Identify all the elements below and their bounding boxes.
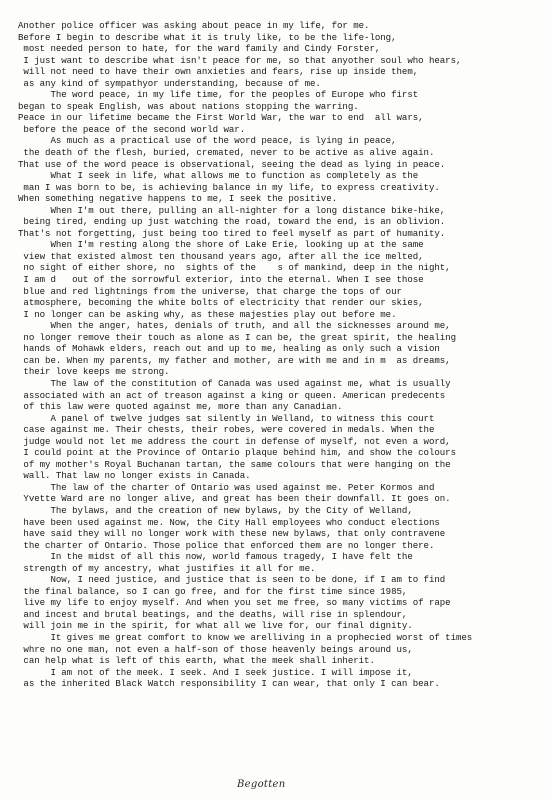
text-line: That's not forgetting, just being too tired to feel myself as part of humanity. [18, 227, 446, 239]
text-line: of my mother's Royal Buchanan tartan, the same colours that were hanging on the [18, 458, 451, 470]
text-line: the charter of Ontario. Those police that enforced them are no longer there. [18, 539, 435, 551]
text-line: the final balance, so I can go free, and for the first time since 1985, [18, 585, 408, 597]
text-line: atmosphere, becoming the white bolts of electricity that render our skies, [18, 297, 424, 309]
text-line: as the inherited Black Watch responsibility I can wear, that only I can bear. [18, 678, 440, 690]
text-line: When something negative happens to me, I seek the positive. [18, 193, 338, 205]
text-line: I am not of the meek. I seek. And I seek justice. I will impose it, [18, 666, 413, 678]
text-line: will join me in the spirit, for what all we live for, our final dignity. [18, 620, 413, 632]
text-line: before the peace of the second world war. [18, 123, 246, 135]
text-line: have said they will no longer work with these new bylaws, that only contravene [18, 528, 446, 540]
text-line: I no longer can be asking why, as these majesties play out before me. [18, 308, 397, 320]
text-line: and incest and brutal beatings, and the deaths, will rise in splendour, [18, 608, 408, 620]
text-line: In the midst of all this now, world famous tragedy, I have felt the [18, 551, 413, 563]
text-line: Before I begin to describe what it is truly like, to be the life-long, [18, 31, 397, 43]
text-line: When I'm out there, pulling an all-nighter for a long distance bike-hike, [18, 204, 446, 216]
text-line: associated with an act of treason against a king or queen. American predecents [18, 389, 446, 401]
text-line: I could point at the Province of Ontario plaque behind him, and show the colours [18, 447, 456, 459]
letter-body [18, 20, 538, 690]
text-line: can be. When my parents, my father and mother, are with me and in m as dreams, [18, 354, 451, 366]
text-line: Yvette Ward are no longer alive, and great has been their downfall. It goes on. [18, 493, 451, 505]
text-line: When the anger, hates, denials of truth, and all the sicknesses around me, [18, 320, 451, 332]
text-line: It gives me great comfort to know we arelliving in a prophecied worst of times [18, 631, 473, 643]
text-line: The word peace, in my life time, for the peoples of Europe who first [18, 89, 419, 101]
text-line: will not need to have their own anxieties and fears, rise up inside them, [18, 66, 419, 78]
text-line: can help what is left of this earth, what the meek shall inherit. [18, 655, 375, 667]
text-line: Now, I need justice, and justice that is seen to be done, if I am to find [18, 574, 446, 586]
text-line: the death of the flesh, buried, cremated, never to be active as alive again. [18, 147, 435, 159]
text-line: no longer remove their touch as alone as I can be, the great spirit, the healing [18, 331, 456, 343]
text-line: A panel of twelve judges sat silently in Welland, to witness this court [18, 412, 435, 424]
text-line: hands of Mohawk elders, reach out and up to me, healing as only such a vision [18, 343, 440, 355]
text-line: Peace in our lifetime became the First World War, the war to end all wars, [18, 112, 424, 124]
text-line: no sight of either shore, no sights of the s of mankind, deep in the night, [18, 262, 451, 274]
text-line: blue and red lightnings from the universe, that charge the tops of our [18, 285, 402, 297]
text-line: of this law were quoted against me, more than any Canadian. [18, 401, 343, 413]
text-line: as any kind of sympathyor understanding, because of me. [18, 77, 321, 89]
text-line: have been used against me. Now, the City Hall employees who conduct elections [18, 516, 440, 528]
text-line: That use of the word peace is observational, seeing the dead as lying in peace. [18, 158, 446, 170]
text-line: being tired, ending up just watching the road, toward the end, is an oblivion. [18, 216, 446, 228]
text-line: The law of the charter of Ontario was used against me. Peter Kormos and [18, 481, 435, 493]
text-line: view that existed almost ten thousand years ago, after all the ice melted, [18, 250, 424, 262]
text-line: I just want to describe what isn't peace for me, so that anyother soul who hears, [18, 54, 462, 66]
text-line: wall. That law no longer exists in Canada. [18, 470, 251, 482]
text-line: most needed person to hate, for the ward family and Cindy Forster, [18, 43, 381, 55]
text-line: When I'm resting along the shore of Lake Erie, looking up at the same [18, 239, 424, 251]
text-line: their love keeps me strong. [18, 366, 170, 378]
text-line: The bylaws, and the creation of new bylaws, by the City of Welland, [18, 504, 413, 516]
text-line: I am d out of the sorrowful exterior, into the eternal. When I see those [18, 274, 424, 286]
text-line: judge would not let me address the court in defense of myself, not even a word, [18, 435, 451, 447]
text-line: Another police officer was asking about peace in my life, for me. [18, 20, 370, 31]
text-line: live my life to enjoy myself. And when you set me free, so many victims of rape [18, 597, 451, 609]
text-line: The law of the constitution of Canada was used against me, what is usually [18, 377, 451, 389]
text-line: strength of my ancestry, what justifies it all for me. [18, 562, 316, 574]
text-line: man I was born to be, is achieving balance in my life, to express creativity. [18, 181, 440, 193]
text-line: whre no one man, not even a half-son of those heavenly beings around us, [18, 643, 413, 655]
text-line: case against me. Their chests, their robes, were covered in medals. When the [18, 424, 435, 436]
handwritten-signature: Begotten [237, 779, 286, 790]
text-line: began to speak English, was about nations stopping the warring. [18, 100, 359, 112]
text-line: As much as a practical use of the word peace, is lying in peace, [18, 135, 397, 147]
text-line: What I seek in life, what allows me to function as completely as the [18, 170, 419, 182]
